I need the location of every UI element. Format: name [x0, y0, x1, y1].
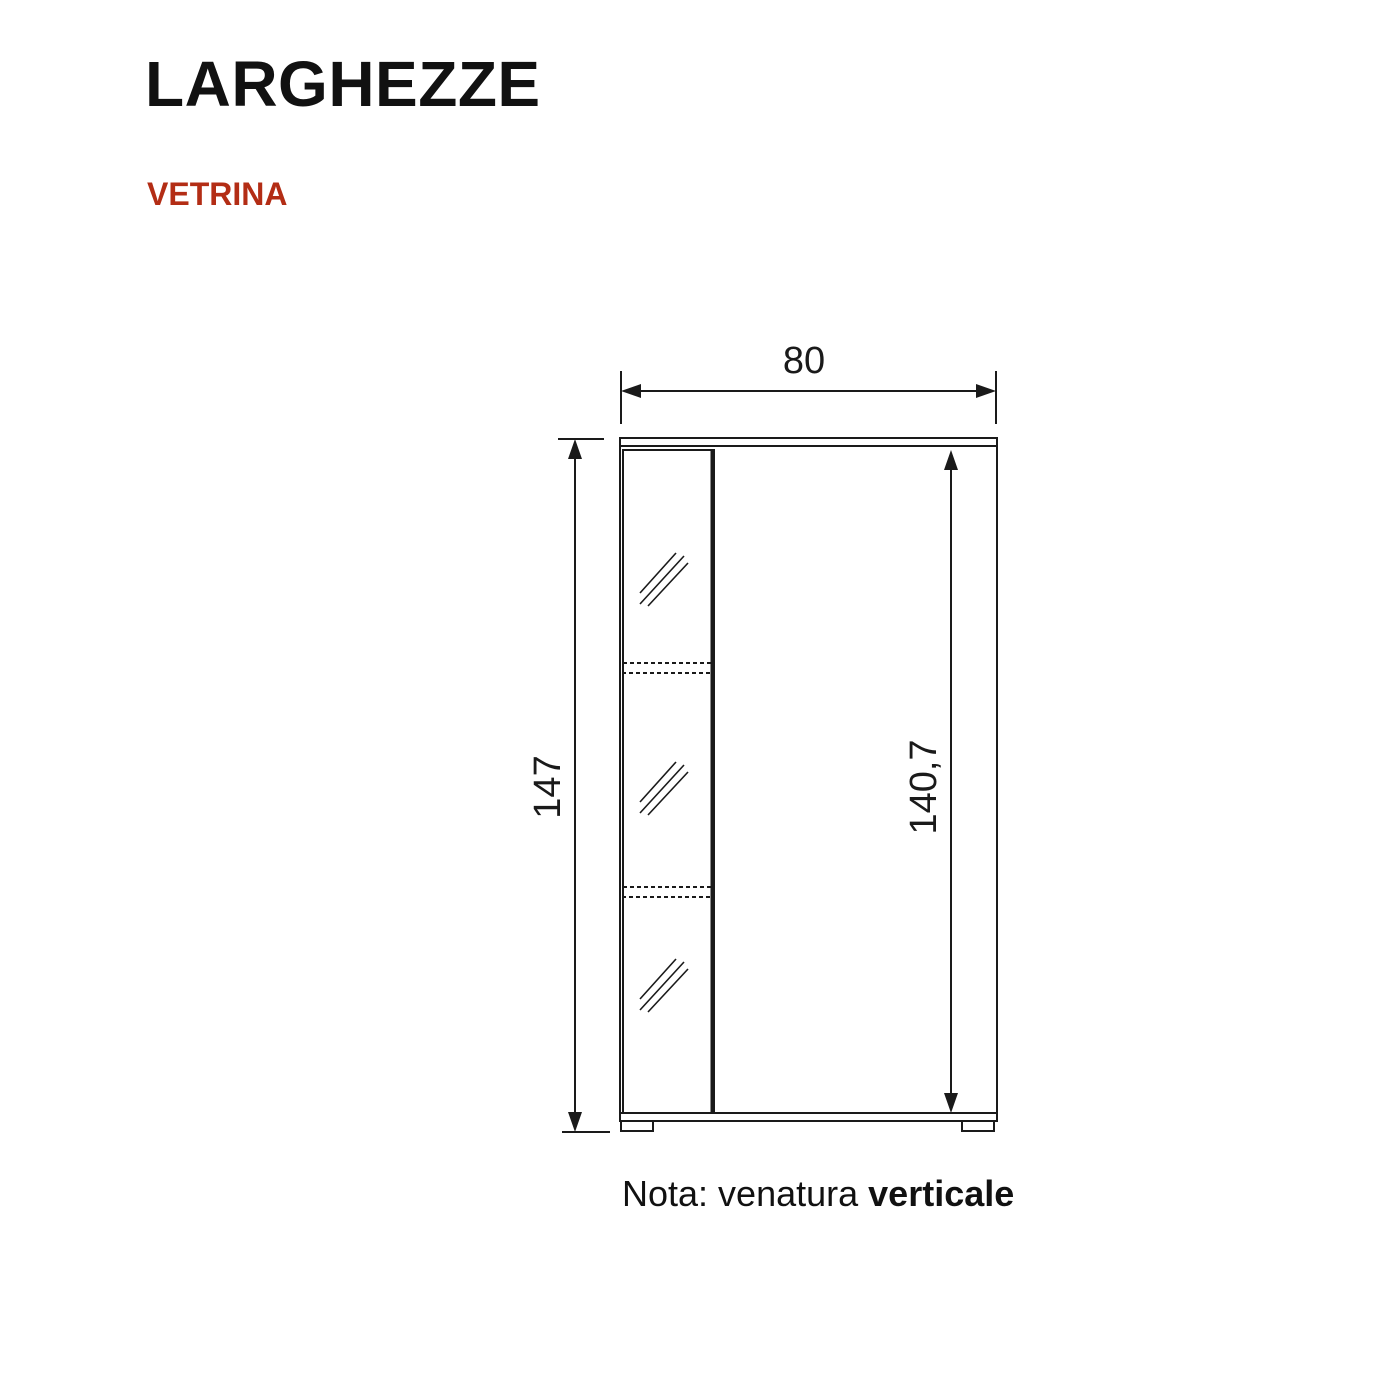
inner-height-label: 140,7 [903, 739, 945, 835]
glass-reflection-top-icon [640, 553, 688, 606]
inner-height-dimension [944, 450, 958, 1113]
height-arrow-bottom-icon [568, 1112, 582, 1132]
glass-shelf-lower [623, 887, 714, 897]
grain-note [622, 1173, 1015, 1214]
cabinet-foot-right [962, 1121, 994, 1131]
page-title: LARGHEZZE [145, 48, 541, 120]
cabinet-top [620, 438, 997, 446]
inner-height-arrow-top-icon [944, 450, 958, 470]
cabinet-plinth [620, 1113, 997, 1121]
grain-note-emphasis: verticale [868, 1173, 1015, 1214]
width-arrow-left-icon [621, 384, 641, 398]
inner-height-arrow-bottom-icon [944, 1093, 958, 1113]
glass-shelf-upper [623, 663, 714, 673]
height-arrow-top-icon [568, 439, 582, 459]
width-arrow-right-icon [976, 384, 996, 398]
glass-reflection-bottom-icon [640, 959, 688, 1012]
page-subtitle: VETRINA [147, 176, 288, 212]
cabinet-foot-left [621, 1121, 653, 1131]
grain-note-prefix: Nota: venatura [622, 1173, 869, 1214]
height-label: 147 [527, 755, 569, 819]
width-label: 80 [782, 340, 826, 382]
glass-reflection-middle-icon [640, 762, 688, 815]
